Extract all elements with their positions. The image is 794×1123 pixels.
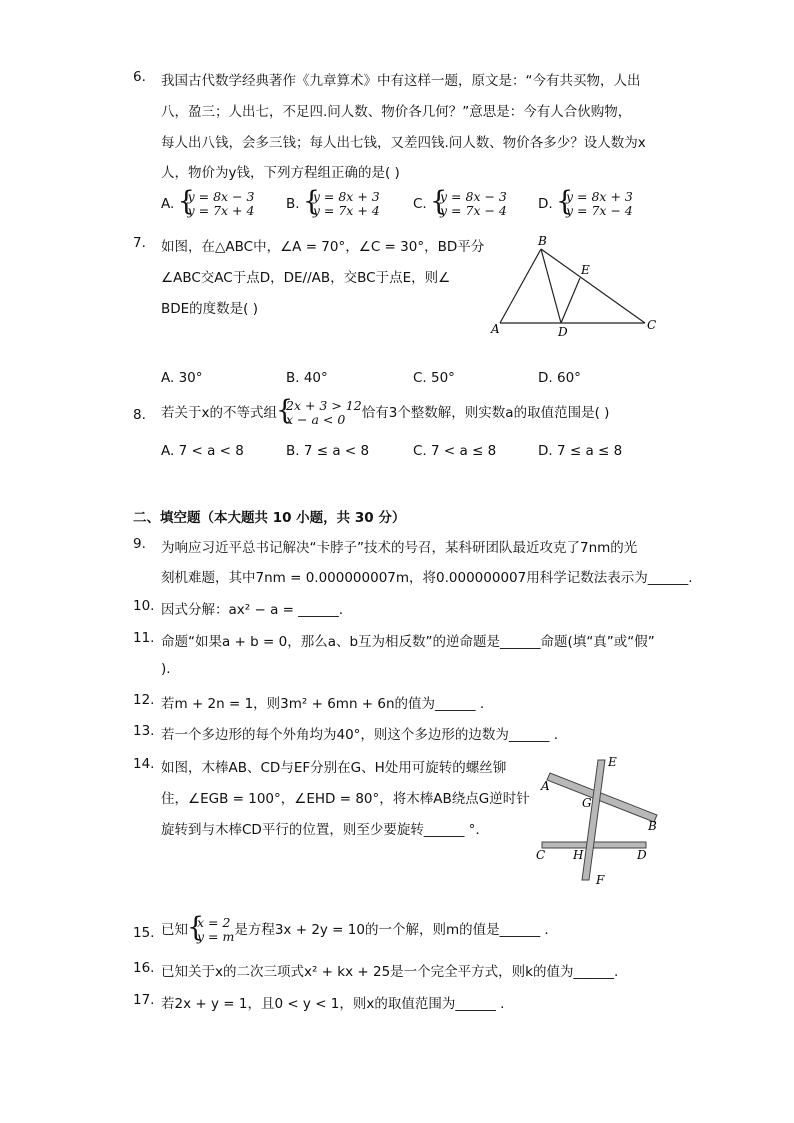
label-e: E [608,755,617,769]
question-15-number: 15. [133,925,155,941]
section-title: 二、填空题（本大题共 10 小题，共 30 分） [133,510,406,526]
question-13-text: 若一个多边形的每个外角均为40°，则这个多边形的边数为______ . [161,727,559,743]
question-14-line-3: 旋转到与木棒CD平行的位置，则至少要旋转______ °. [161,822,480,838]
question-6-option-c[interactable]: C. { y = 8x − 3 y = 7x − 4 [413,190,507,218]
label-b: B [648,819,657,833]
question-12-number: 12. [133,692,155,708]
question-6-line-4: 人，物价为y钱，下列方程组正确的是( ) [161,165,400,181]
equation-system: { y = 8x + 3 y = 7x + 4 [304,190,380,218]
question-17-text: 若2x + y = 1，且0 < y < 1，则x的取值范围为______ . [161,996,505,1012]
label-c: C [647,318,657,332]
question-12-text: 若m + 2n = 1，则3m² + 6mn + 6n的值为______ . [161,696,485,712]
question-6-line-3: 每人出八钱，会多三钱；每人出七钱，又差四钱.问人数、物价各多少？设人数为x [161,135,646,151]
question-6-option-d[interactable]: D. { y = 8x + 3 y = 7x − 4 [538,190,633,218]
question-10-text: 因式分解：ax² − a = ______. [161,602,344,618]
question-8-option-d[interactable]: D. 7 ≤ a ≤ 8 [538,443,623,459]
label-d: D [637,848,647,862]
question-13-number: 13. [133,723,155,739]
equation-system: { x = 2 y = m [188,916,234,944]
question-7-option-a[interactable]: A. 30° [161,370,203,386]
label-e: E [581,263,590,277]
label-c: C [536,848,546,862]
question-6-option-b[interactable]: B. { y = 8x + 3 y = 7x + 4 [286,190,380,218]
question-8-number: 8. [133,407,146,423]
question-17-number: 17. [133,992,155,1008]
question-8-option-c[interactable]: C. 7 < a ≤ 8 [413,443,497,459]
label-d: D [558,325,568,339]
question-8-option-a[interactable]: A. 7 < a < 8 [161,443,244,459]
label-f: F [596,873,605,887]
label-h: H [573,848,584,862]
question-9-line-2: 刻机难题，其中7nm = 0.000000007m，将0.000000007用科学记数法表示为______. [161,570,693,586]
question-15-line: 已知 { x = 2 y = m 是方程3x + 2y = 10的一个解，则m的值是______ . [161,916,549,944]
label-b: B [538,234,547,248]
question-6-line-1: 我国古代数学经典著作《九章算术》中有这样一题，原文是：“今有共买物，人出 [161,73,641,89]
question-14-line-2: 住，∠EGB = 100°，∠EHD = 80°，将木棒AB绕点G逆时针 [161,791,530,807]
question-7-option-d[interactable]: D. 60° [538,370,581,386]
question-6-option-a[interactable]: A. { y = 8x − 3 y = 7x + 4 [161,190,254,218]
sticks-figure [530,752,670,890]
question-7-number: 7. [133,235,146,251]
question-9-line-1: 为响应习近平总书记解决“卡脖子”技术的号召，某科研团队最近攻克了7nm的光 [161,540,638,556]
question-10-number: 10. [133,598,155,614]
equation-system: { y = 8x − 3 y = 7x + 4 [179,190,255,218]
equation-system: { y = 8x − 3 y = 7x − 4 [431,190,507,218]
question-9-number: 9. [133,536,146,552]
question-7-line-2: ∠ABC交AC于点D，DE//AB，交BC于点E，则∠ [161,270,451,286]
question-6-number: 6. [133,69,146,85]
question-7-line-1: 如图，在△ABC中，∠A = 70°，∠C = 30°，BD平分 [161,239,485,255]
question-11-number: 11. [133,630,155,646]
question-8-line: 若关于x的不等式组 { 2x + 3 > 12 x − a < 0 恰有3个整数解，则实数a的取值范围是( ) [161,399,609,427]
question-11-line-2: ). [161,661,171,677]
question-8-option-b[interactable]: B. 7 ≤ a < 8 [286,443,370,459]
inequality-system: { 2x + 3 > 12 x − a < 0 [277,399,362,427]
label-a: A [541,779,550,793]
question-6-line-2: 八，盈三；人出七，不足四.问人数、物价各几何？”意思是：今有人合伙购物， [161,104,632,120]
label-a: A [491,322,500,336]
question-14-number: 14. [133,756,155,772]
question-7-line-3: BDE的度数是( ) [161,301,259,317]
question-16-number: 16. [133,960,155,976]
question-14-line-1: 如图，木棒AB、CD与EF分别在G、H处用可旋转的螺丝铆 [161,760,507,776]
triangle-figure [485,232,665,342]
question-11-line-1: 命题“如果a + b = 0，那么a、b互为相反数”的逆命题是______命题(填“真”或“假” [161,634,655,650]
question-7-option-c[interactable]: C. 50° [413,370,455,386]
question-16-text: 已知关于x的二次三项式x² + kx + 25是一个完全平方式，则k的值为______. [161,964,619,980]
question-7-option-b[interactable]: B. 40° [286,370,328,386]
label-g: G [582,796,592,810]
equation-system: { y = 8x + 3 y = 7x − 4 [557,190,633,218]
